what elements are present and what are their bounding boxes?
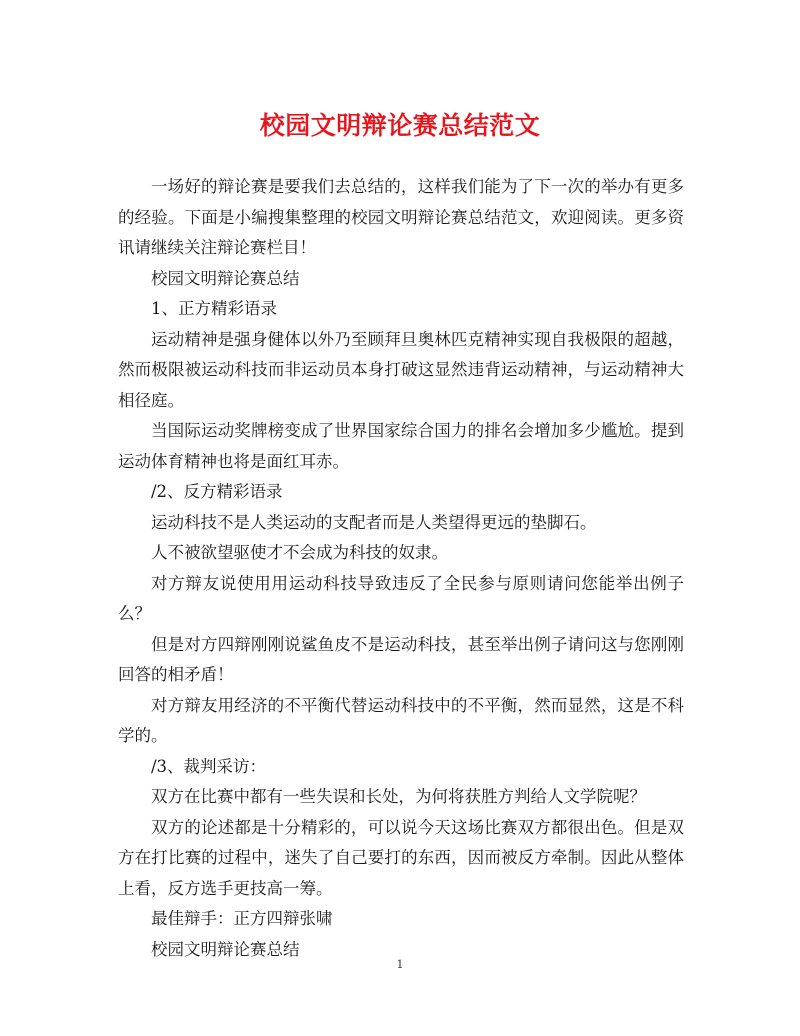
section-heading: 校园文明辩论赛总结 — [151, 268, 300, 288]
document-body — [118, 172, 684, 965]
section-heading: 校园文明辩论赛总结 — [151, 939, 300, 959]
paragraph-intro: 一场好的辩论赛是要我们去总结的，这样我们能为了下一次的举办有更多的经验。下面是小编搜集整理的校园文明辩论赛总结范文，欢迎阅读。更多资讯请继续关注辩论赛栏目！ — [118, 177, 684, 257]
document-title: 校园文明辩论赛总结范文 — [259, 111, 541, 140]
paragraph: 运动精神是强身健体以外乃至顾拜旦奥林匹克精神实现自我极限的超越，然而极限被运动科技而非运动员本身打破这显然违背运动精神，与运动精神大相径庭。 — [118, 329, 684, 410]
paragraph: 双方在比赛中都有一些失误和长处，为何将获胜方判给人文学院呢？ — [151, 787, 646, 806]
subsection-heading-judge: /3、裁判采访： — [151, 756, 267, 776]
paragraph-best-debater: 最佳辩手：正方四辩张啸 — [151, 909, 333, 928]
paragraph: 对方辩友说使用用运动科技导致违反了全民参与原则请问您能举出例子么？ — [118, 573, 684, 623]
subsection-heading-negative: /2、反方精彩语录 — [151, 482, 283, 501]
subsection-heading-affirmative: 1、正方精彩语录 — [151, 299, 277, 318]
paragraph: 人不被欲望驱使才不会成为科技的奴隶。 — [151, 543, 448, 562]
paragraph: 当国际运动奖牌榜变成了世界国家综合国力的排名会增加多少尴尬。提到运动体育精神也将是面红耳赤。 — [118, 421, 684, 471]
paragraph: 对方辩友用经济的不平衡代替运动科技中的不平衡，然而显然，这是不科学的。 — [118, 695, 684, 745]
paragraph: 但是对方四辩刚刚说鲨鱼皮不是运动科技，甚至举出例子请问这与您刚刚回答的相矛盾！ — [118, 634, 684, 684]
paragraph: 双方的论述都是十分精彩的，可以说今天这场比赛双方都很出色。但是双方在打比赛的过程中，迷失了自己要打的东西，因而被反方牵制。因此从整体上看，反方选手更技高一筹。 — [118, 817, 684, 898]
paragraph: 运动科技不是人类运动的支配者而是人类望得更远的垫脚石。 — [151, 512, 597, 532]
page-number: 1 — [396, 958, 404, 971]
